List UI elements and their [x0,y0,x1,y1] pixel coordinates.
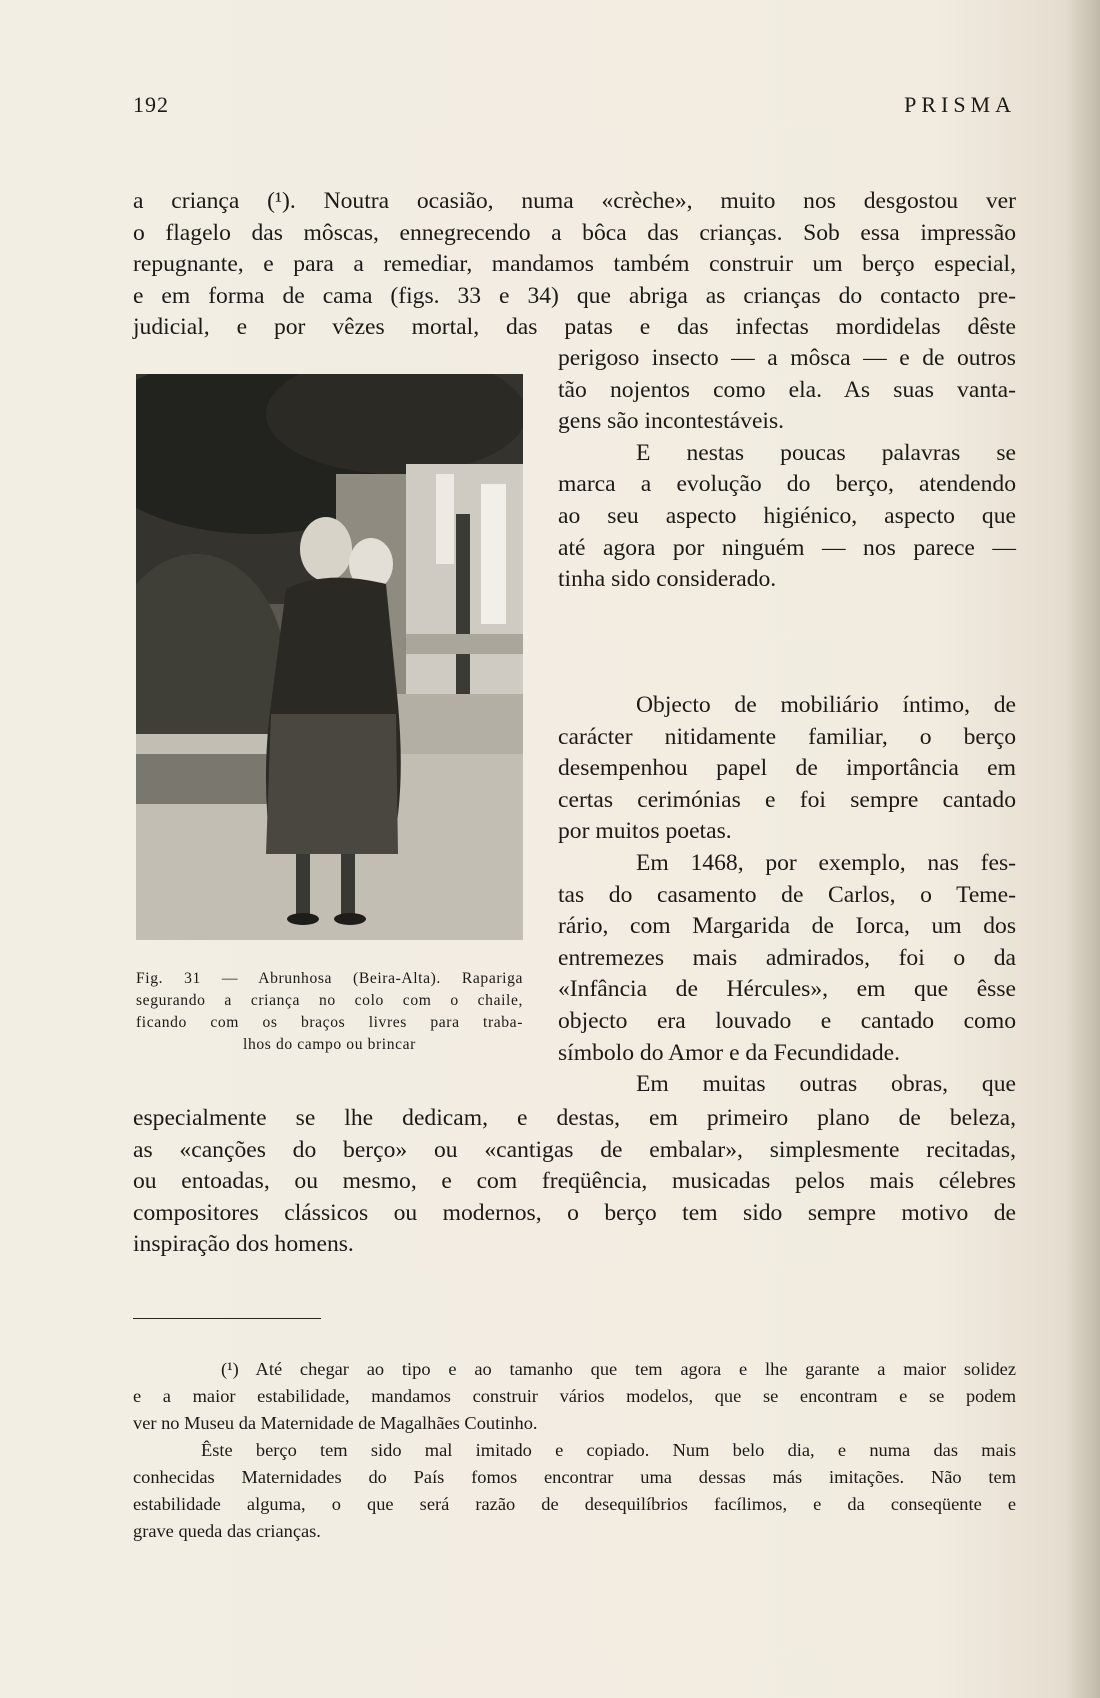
text-line: certas cerimónias e foi sempre cantado [558,786,1016,813]
text-line: até agora por ninguém — nos parece — [558,534,1016,561]
right-column-lower [558,690,1016,1101]
text-line: carácter nitidamente familiar, o berço [558,723,1016,750]
text-line: repugnante, e para a remediar, mandamos também construir um berço especial, [133,251,1016,278]
text-line: as «canções do berço» ou «cantigas de embalar», simplesmente recitadas, [133,1136,1016,1163]
footnote-divider [133,1318,321,1319]
text-line: especialmente se lhe dedicam, e destas, em primeiro plano de beleza, [133,1105,1016,1131]
figure-photo [136,374,523,940]
text-line: tão nojentos como ela. As suas vanta- [558,376,1016,403]
text-line: entremezes mais admirados, foi o da [558,944,1016,971]
footnote-line: (¹) Até chegar ao tipo e ao tamanho que tem agora e lhe garante a maior solidez [221,1359,1016,1379]
text-line: Em muitas outras obras, que [636,1071,1016,1098]
footnote-line: grave queda das crianças. [133,1521,321,1541]
text-line: gens são incontestáveis. [558,408,785,435]
text-line: por muitos poetas. [558,818,732,845]
text-line: Em 1468, por exemplo, nas fes- [636,849,1016,876]
footnote-line: e a maior estabilidade, mandamos construir vários modelos, que se encontram e se podem [133,1386,1016,1406]
footnotes [133,1356,1016,1545]
right-column-upper [558,343,1016,596]
text-line: o flagelo das môscas, ennegrecendo a bôca das crianças. Sob essa impressão [133,219,1016,246]
text-line: a criança (¹). Noutra ocasião, numa «crèche», muito nos desgostou ver [133,188,1016,214]
text-line: compositores clássicos ou modernos, o berço tem sido sempre motivo de [133,1199,1016,1226]
text-line: E nestas poucas palavras se [636,439,1016,466]
text-line: Objecto de mobiliário íntimo, de [636,692,1016,718]
text-line: símbolo do Amor e da Fecundidade. [558,1039,901,1066]
text-line: inspiração dos homens. [133,1231,354,1258]
footnote-line: ver no Museu da Maternidade de Magalhães Coutinho. [133,1413,538,1433]
caption-line: segurando a criança no colo com o chaile, [136,992,523,1009]
text-line: ou entoadas, ou mesmo, e com freqüência, musicadas pelos mais célebres [133,1168,1016,1195]
text-line: judicial, e por vêzes mortal, das patas e das infectas mordidelas dêste [133,314,1016,341]
text-line: perigoso insecto — a môsca — e de outros [558,345,1016,371]
text-line: rário, com Margarida de Iorca, um dos [558,913,1016,940]
footnote-line: Êste berço tem sido mal imitado e copiado. Num belo dia, e numa das mais [201,1440,1016,1460]
figure-caption [136,968,523,1056]
text-line: tas do casamento de Carlos, o Teme- [558,881,1016,908]
text-line: «Infância de Hércules», em que êsse [558,976,1016,1003]
footnote-line: conhecidas Maternidades do País fomos encontrar uma dessas más imitações. Não tem [133,1467,1016,1487]
text-line: objecto era louvado e cantado como [558,1007,1016,1034]
page-edge-shadow [1066,0,1100,1698]
text-line: ao seu aspecto higiénico, aspecto que [558,502,1016,529]
footnote-line: estabilidade alguma, o que será razão de desequilíbrios facílimos, e da conseqüente e [133,1494,1016,1514]
photo-illustration [136,374,523,940]
page-number: 192 [133,92,169,117]
text-line: e em forma de cama (figs. 33 e 34) que abriga as crianças do contacto pre- [133,282,1016,309]
text-line: desempenhou papel de importância em [558,755,1016,782]
bottom-paragraph [133,1103,1016,1261]
text-line: marca a evolução do berço, atendendo [558,471,1016,498]
caption-line: Fig. 31 — Abrunhosa (Beira-Alta). Rapariga [136,970,523,987]
running-title: PRISMA [904,92,1016,117]
top-paragraph [133,186,1016,344]
page-header [133,92,1016,126]
caption-line: lhos do campo ou brincar [243,1036,416,1053]
text-line: tinha sido considerado. [558,566,777,593]
caption-line: ficando com os braços livres para traba- [136,1014,523,1031]
